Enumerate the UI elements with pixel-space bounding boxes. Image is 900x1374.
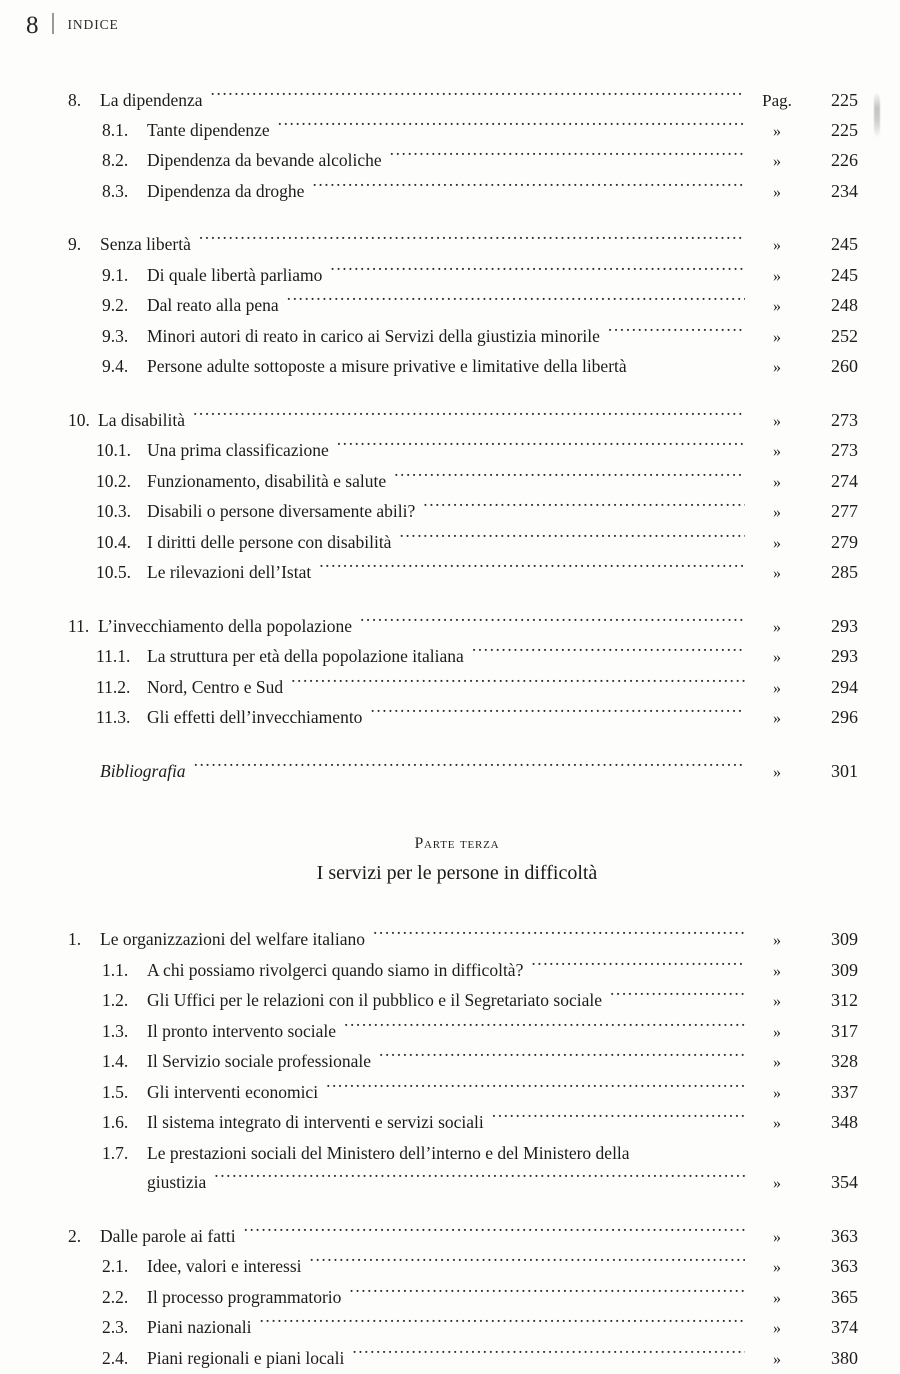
toc-page-mark: »	[748, 353, 806, 383]
toc-page-number: 248	[806, 291, 858, 321]
toc-page-mark: »	[748, 178, 806, 208]
toc-entry-title: Di quale libertà parliamo	[147, 261, 327, 291]
toc-page-number: 348	[806, 1108, 858, 1138]
toc-leader-dots	[312, 179, 745, 197]
toc-leader-dots	[608, 324, 745, 342]
toc-leader-dots	[291, 675, 745, 693]
toc-leader-dots	[337, 439, 745, 457]
toc-leader-dots	[310, 1255, 745, 1273]
toc-page-mark: »	[748, 292, 806, 322]
toc-entry-title: La struttura per età della popolazione italiana	[147, 642, 469, 672]
toc-entry-number: 2.3.	[102, 1313, 147, 1343]
toc-entry-title: Disabili o persone diversamente abili?	[147, 497, 420, 527]
toc-entry[interactable]	[102, 146, 858, 177]
toc-page-mark: »	[748, 1048, 806, 1078]
section-spacer	[68, 207, 858, 230]
toc-entry[interactable]	[96, 467, 858, 498]
part-title: I servizi per le persone in difficoltà	[56, 858, 858, 889]
toc-page-mark: »	[748, 674, 806, 704]
toc-entry-number: 9.2.	[102, 291, 147, 321]
toc-entry-number: 8.1.	[102, 116, 147, 146]
toc-entry[interactable]	[96, 497, 858, 528]
toc-entry-title: Idee, valori e interessi	[147, 1252, 307, 1282]
toc-leader-dots	[211, 89, 745, 107]
toc-entry-number: 1.3.	[102, 1017, 147, 1047]
toc-page-mark: »	[748, 957, 806, 987]
toc-entry-title: Minori autori di reato in carico ai Servizi della giustizia minorile	[147, 322, 605, 352]
toc-page-number: 260	[806, 352, 858, 382]
toc-leader-dots	[399, 530, 745, 548]
toc-entry-number: 9.4.	[102, 352, 147, 382]
toc-entry-title: Persone adulte sottoposte a misure privative e limitative della libertà	[147, 352, 632, 382]
toc-page-mark: »	[748, 1109, 806, 1139]
toc-entry[interactable]	[96, 703, 858, 734]
toc-page-mark: »	[748, 758, 806, 788]
toc-leader-dots	[260, 1316, 746, 1334]
toc-entry[interactable]	[102, 1078, 858, 1109]
toc-page-mark: »	[748, 1223, 806, 1253]
toc-entry-title: La disabilità	[98, 406, 190, 436]
toc-entry[interactable]	[102, 1313, 858, 1344]
toc-page-mark: »	[748, 529, 806, 559]
running-head	[26, 10, 119, 40]
toc-page-mark: »	[748, 613, 806, 643]
toc-entry-number: 10.5.	[96, 558, 147, 588]
part-heading-block	[56, 831, 858, 889]
toc-page-mark: »	[748, 437, 806, 467]
toc-page-number: 245	[806, 230, 858, 260]
toc-entry[interactable]	[102, 352, 858, 383]
toc-page-mark: »	[748, 323, 806, 353]
toc-entry-title: Le rilevazioni dell’Istat	[147, 558, 316, 588]
section-spacer	[68, 1199, 858, 1222]
toc-page-number: 279	[806, 528, 858, 558]
toc-entry-number: 1.1.	[102, 956, 147, 986]
toc-page-number: 312	[806, 986, 858, 1016]
toc-entry-title: Una prima classificazione	[147, 436, 334, 466]
toc-entry-number: 8.	[68, 86, 100, 116]
toc-entry[interactable]	[96, 558, 858, 589]
toc-entry-title: Il Servizio sociale professionale	[147, 1047, 376, 1077]
toc-entry-number: 1.5.	[102, 1078, 147, 1108]
toc-entry-number: 9.	[68, 230, 100, 260]
toc-page-mark: »	[748, 926, 806, 956]
toc-entry-number: 1.2.	[102, 986, 147, 1016]
toc-leader-dots	[319, 561, 745, 579]
toc-entry-title: Il sistema integrato di interventi e servizi sociali	[147, 1108, 489, 1138]
toc-page-number: 301	[806, 757, 858, 787]
toc-entry[interactable]	[102, 1168, 858, 1199]
page-folio-number: 8	[26, 13, 39, 38]
toc-entry[interactable]	[96, 436, 858, 467]
toc-page-number: 317	[806, 1017, 858, 1047]
toc-entry[interactable]	[102, 1108, 858, 1139]
toc-leader-dots	[214, 1171, 745, 1189]
toc-page-number: 293	[806, 642, 858, 672]
toc-leader-dots	[531, 958, 745, 976]
part-label: Parte terza	[56, 831, 858, 857]
toc-entry-title: Dalle parole ai fatti	[100, 1222, 241, 1252]
toc-leader-dots	[638, 1141, 745, 1159]
toc-page-number: 273	[806, 436, 858, 466]
toc-entry-title: Piani nazionali	[147, 1313, 257, 1343]
toc-leader-dots	[352, 1346, 745, 1364]
toc-entry-number: 10.2.	[96, 467, 147, 497]
toc-entry-number: 1.	[68, 925, 100, 955]
toc-entry[interactable]	[102, 1017, 858, 1048]
toc-page-mark: »	[748, 262, 806, 292]
toc-entry-title: Gli Uffici per le relazioni con il pubblico e il Segretariato sociale	[147, 986, 607, 1016]
toc-page-number: 309	[806, 925, 858, 955]
toc-entry-number: 1.4.	[102, 1047, 147, 1077]
toc-entry-number: 2.2.	[102, 1283, 147, 1313]
toc-entry[interactable]	[68, 612, 858, 643]
toc-leader-dots	[278, 118, 745, 136]
toc-page-mark: »	[748, 468, 806, 498]
toc-entry-title: giustizia	[147, 1168, 211, 1198]
toc-entry-title: Nord, Centro e Sud	[147, 673, 288, 703]
toc-entry-number: 8.3.	[102, 177, 147, 207]
toc-entry-number: 10.1.	[96, 436, 147, 466]
toc-leader-dots	[610, 989, 745, 1007]
toc-entry-title: La dipendenza	[100, 86, 208, 116]
toc-entry-number: 11.1.	[96, 642, 147, 672]
toc-page-number: 234	[806, 177, 858, 207]
toc-leader-dots	[379, 1050, 745, 1068]
toc-page-mark: »	[748, 231, 806, 261]
toc-leader-dots	[349, 1285, 745, 1303]
toc-entry[interactable]	[102, 956, 858, 987]
toc-entry-title: Le organizzazioni del welfare italiano	[100, 925, 370, 955]
toc-page-number: 273	[806, 406, 858, 436]
toc-leader-dots	[360, 614, 745, 632]
toc-entry[interactable]	[68, 86, 858, 116]
section-spacer	[68, 589, 858, 612]
toc-page-number: 285	[806, 558, 858, 588]
toc-page-mark: »	[748, 117, 806, 147]
toc-entry[interactable]	[68, 757, 858, 788]
toc-entry[interactable]	[96, 528, 858, 559]
toc-leader-dots	[472, 645, 745, 663]
toc-entry-number: 2.4.	[102, 1344, 147, 1374]
toc-entry-number: 2.	[68, 1222, 100, 1252]
toc-page-number: 365	[806, 1283, 858, 1313]
toc-entry[interactable]	[102, 1283, 858, 1314]
toc-page-number: 245	[806, 261, 858, 291]
toc-page-mark: »	[748, 704, 806, 734]
toc-entry-number: 11.	[68, 612, 98, 642]
toc-page-mark: »	[748, 1079, 806, 1109]
toc-entry[interactable]	[96, 673, 858, 704]
toc-entry-title: Dipendenza da droghe	[147, 177, 309, 207]
toc-entry-title: I diritti delle persone con disabilità	[147, 528, 396, 558]
toc-entry-number: 1.7.	[102, 1139, 147, 1169]
toc-entry[interactable]	[68, 406, 858, 437]
toc-entry-title: Bibliografia	[100, 757, 191, 787]
toc-entry-number: 10.4.	[96, 528, 147, 558]
toc-page-number: 274	[806, 467, 858, 497]
toc-leader-dots	[635, 355, 745, 373]
toc-entry[interactable]	[102, 116, 858, 147]
toc-page-number: 225	[806, 86, 858, 116]
toc-page-mark: »	[748, 1253, 806, 1283]
toc-page-number: 293	[806, 612, 858, 642]
toc-page-number: 380	[806, 1344, 858, 1374]
toc-leader-dots	[390, 149, 745, 167]
toc-page-number: 309	[806, 956, 858, 986]
toc-part-three-entries	[68, 925, 858, 1374]
toc-entry-title: Le prestazioni sociali del Ministero dell’interno e del Ministero della	[147, 1139, 635, 1169]
toc-leader-dots	[244, 1224, 745, 1242]
toc-page-number: 294	[806, 673, 858, 703]
toc-entry-title: Il processo programmatorio	[147, 1283, 346, 1313]
toc-entry[interactable]	[102, 986, 858, 1017]
toc-page-number: 277	[806, 497, 858, 527]
toc-entry-title: Funzionamento, disabilità e salute	[147, 467, 391, 497]
toc-entry[interactable]	[96, 642, 858, 673]
toc-page-mark: »	[748, 498, 806, 528]
toc-entry-title: Dal reato alla pena	[147, 291, 284, 321]
toc-entry[interactable]	[102, 1252, 858, 1283]
toc-entry-title: A chi possiamo rivolgerci quando siamo in difficoltà?	[147, 956, 528, 986]
toc-leader-dots	[330, 263, 745, 281]
toc-entry-number: 10.	[68, 406, 98, 436]
toc-leader-dots	[370, 706, 745, 724]
toc-page-number: 354	[806, 1168, 858, 1198]
toc-entry[interactable]	[102, 177, 858, 208]
toc-entry-number: 9.3.	[102, 322, 147, 352]
toc-entry-number: 2.1.	[102, 1252, 147, 1282]
toc-entry[interactable]	[102, 291, 858, 322]
toc-page-mark: »	[748, 1169, 806, 1199]
toc-page-number: 226	[806, 146, 858, 176]
toc-page-number: 252	[806, 322, 858, 352]
toc-entry-title: Dipendenza da bevande alcoliche	[147, 146, 387, 176]
toc-page-number: 225	[806, 116, 858, 146]
toc-entry-title: Senza libertà	[100, 230, 196, 260]
toc-entry-number: 11.3.	[96, 703, 147, 733]
toc-entry-number: 1.6.	[102, 1108, 147, 1138]
toc-page-mark: »	[748, 407, 806, 437]
toc-page-number: 374	[806, 1313, 858, 1343]
toc-leader-dots	[492, 1111, 745, 1129]
toc-leader-dots	[326, 1080, 745, 1098]
toc-entry[interactable]	[68, 925, 858, 956]
toc-page-number: 296	[806, 703, 858, 733]
toc-entry[interactable]	[68, 230, 858, 261]
toc-leader-dots	[193, 408, 745, 426]
toc-entry[interactable]	[102, 1139, 858, 1169]
toc-page-mark: »	[748, 987, 806, 1017]
scan-artifact	[874, 92, 880, 138]
toc-entry-title: Piani regionali e piani locali	[147, 1344, 349, 1374]
toc-entry-title: Gli effetti dell’invecchiamento	[147, 703, 367, 733]
toc-leader-dots	[344, 1019, 745, 1037]
toc-entry-number: 11.2.	[96, 673, 147, 703]
toc-page-mark: »	[748, 1284, 806, 1314]
toc-page-mark: »	[748, 1345, 806, 1374]
toc-page-number: 328	[806, 1047, 858, 1077]
toc-leader-dots	[423, 500, 745, 518]
toc-page-mark: »	[748, 559, 806, 589]
toc-page-number: 363	[806, 1252, 858, 1282]
toc-leader-dots	[199, 233, 745, 251]
toc-entry-number: 8.2.	[102, 146, 147, 176]
table-of-contents	[68, 86, 858, 1374]
toc-page-number: 363	[806, 1222, 858, 1252]
running-head-label: INDICE	[68, 17, 119, 33]
toc-entry[interactable]	[102, 1047, 858, 1078]
toc-entry-title: Gli interventi economici	[147, 1078, 323, 1108]
toc-entry[interactable]	[68, 1222, 858, 1253]
toc-part-two-entries	[68, 86, 858, 787]
toc-leader-dots	[394, 469, 745, 487]
toc-leader-dots	[373, 928, 745, 946]
toc-entry-title: L’invecchiamento della popolazione	[98, 612, 357, 642]
toc-entry-title: Tante dipendenze	[147, 116, 275, 146]
header-divider-rule	[52, 13, 54, 34]
toc-page-mark: Pag.	[748, 86, 806, 116]
toc-entry[interactable]	[102, 322, 858, 353]
section-spacer	[68, 734, 858, 757]
toc-entry-title: Il pronto intervento sociale	[147, 1017, 341, 1047]
toc-entry[interactable]	[102, 261, 858, 292]
toc-leader-dots	[194, 759, 745, 777]
toc-page-mark: »	[748, 147, 806, 177]
toc-page-mark: »	[748, 1018, 806, 1048]
toc-entry[interactable]	[102, 1344, 858, 1374]
toc-page-mark: »	[748, 1314, 806, 1344]
toc-leader-dots	[287, 294, 745, 312]
toc-entry-number: 10.3.	[96, 497, 147, 527]
toc-page-mark: »	[748, 643, 806, 673]
section-spacer	[68, 383, 858, 406]
toc-page-number: 337	[806, 1078, 858, 1108]
toc-entry-number: 9.1.	[102, 261, 147, 291]
